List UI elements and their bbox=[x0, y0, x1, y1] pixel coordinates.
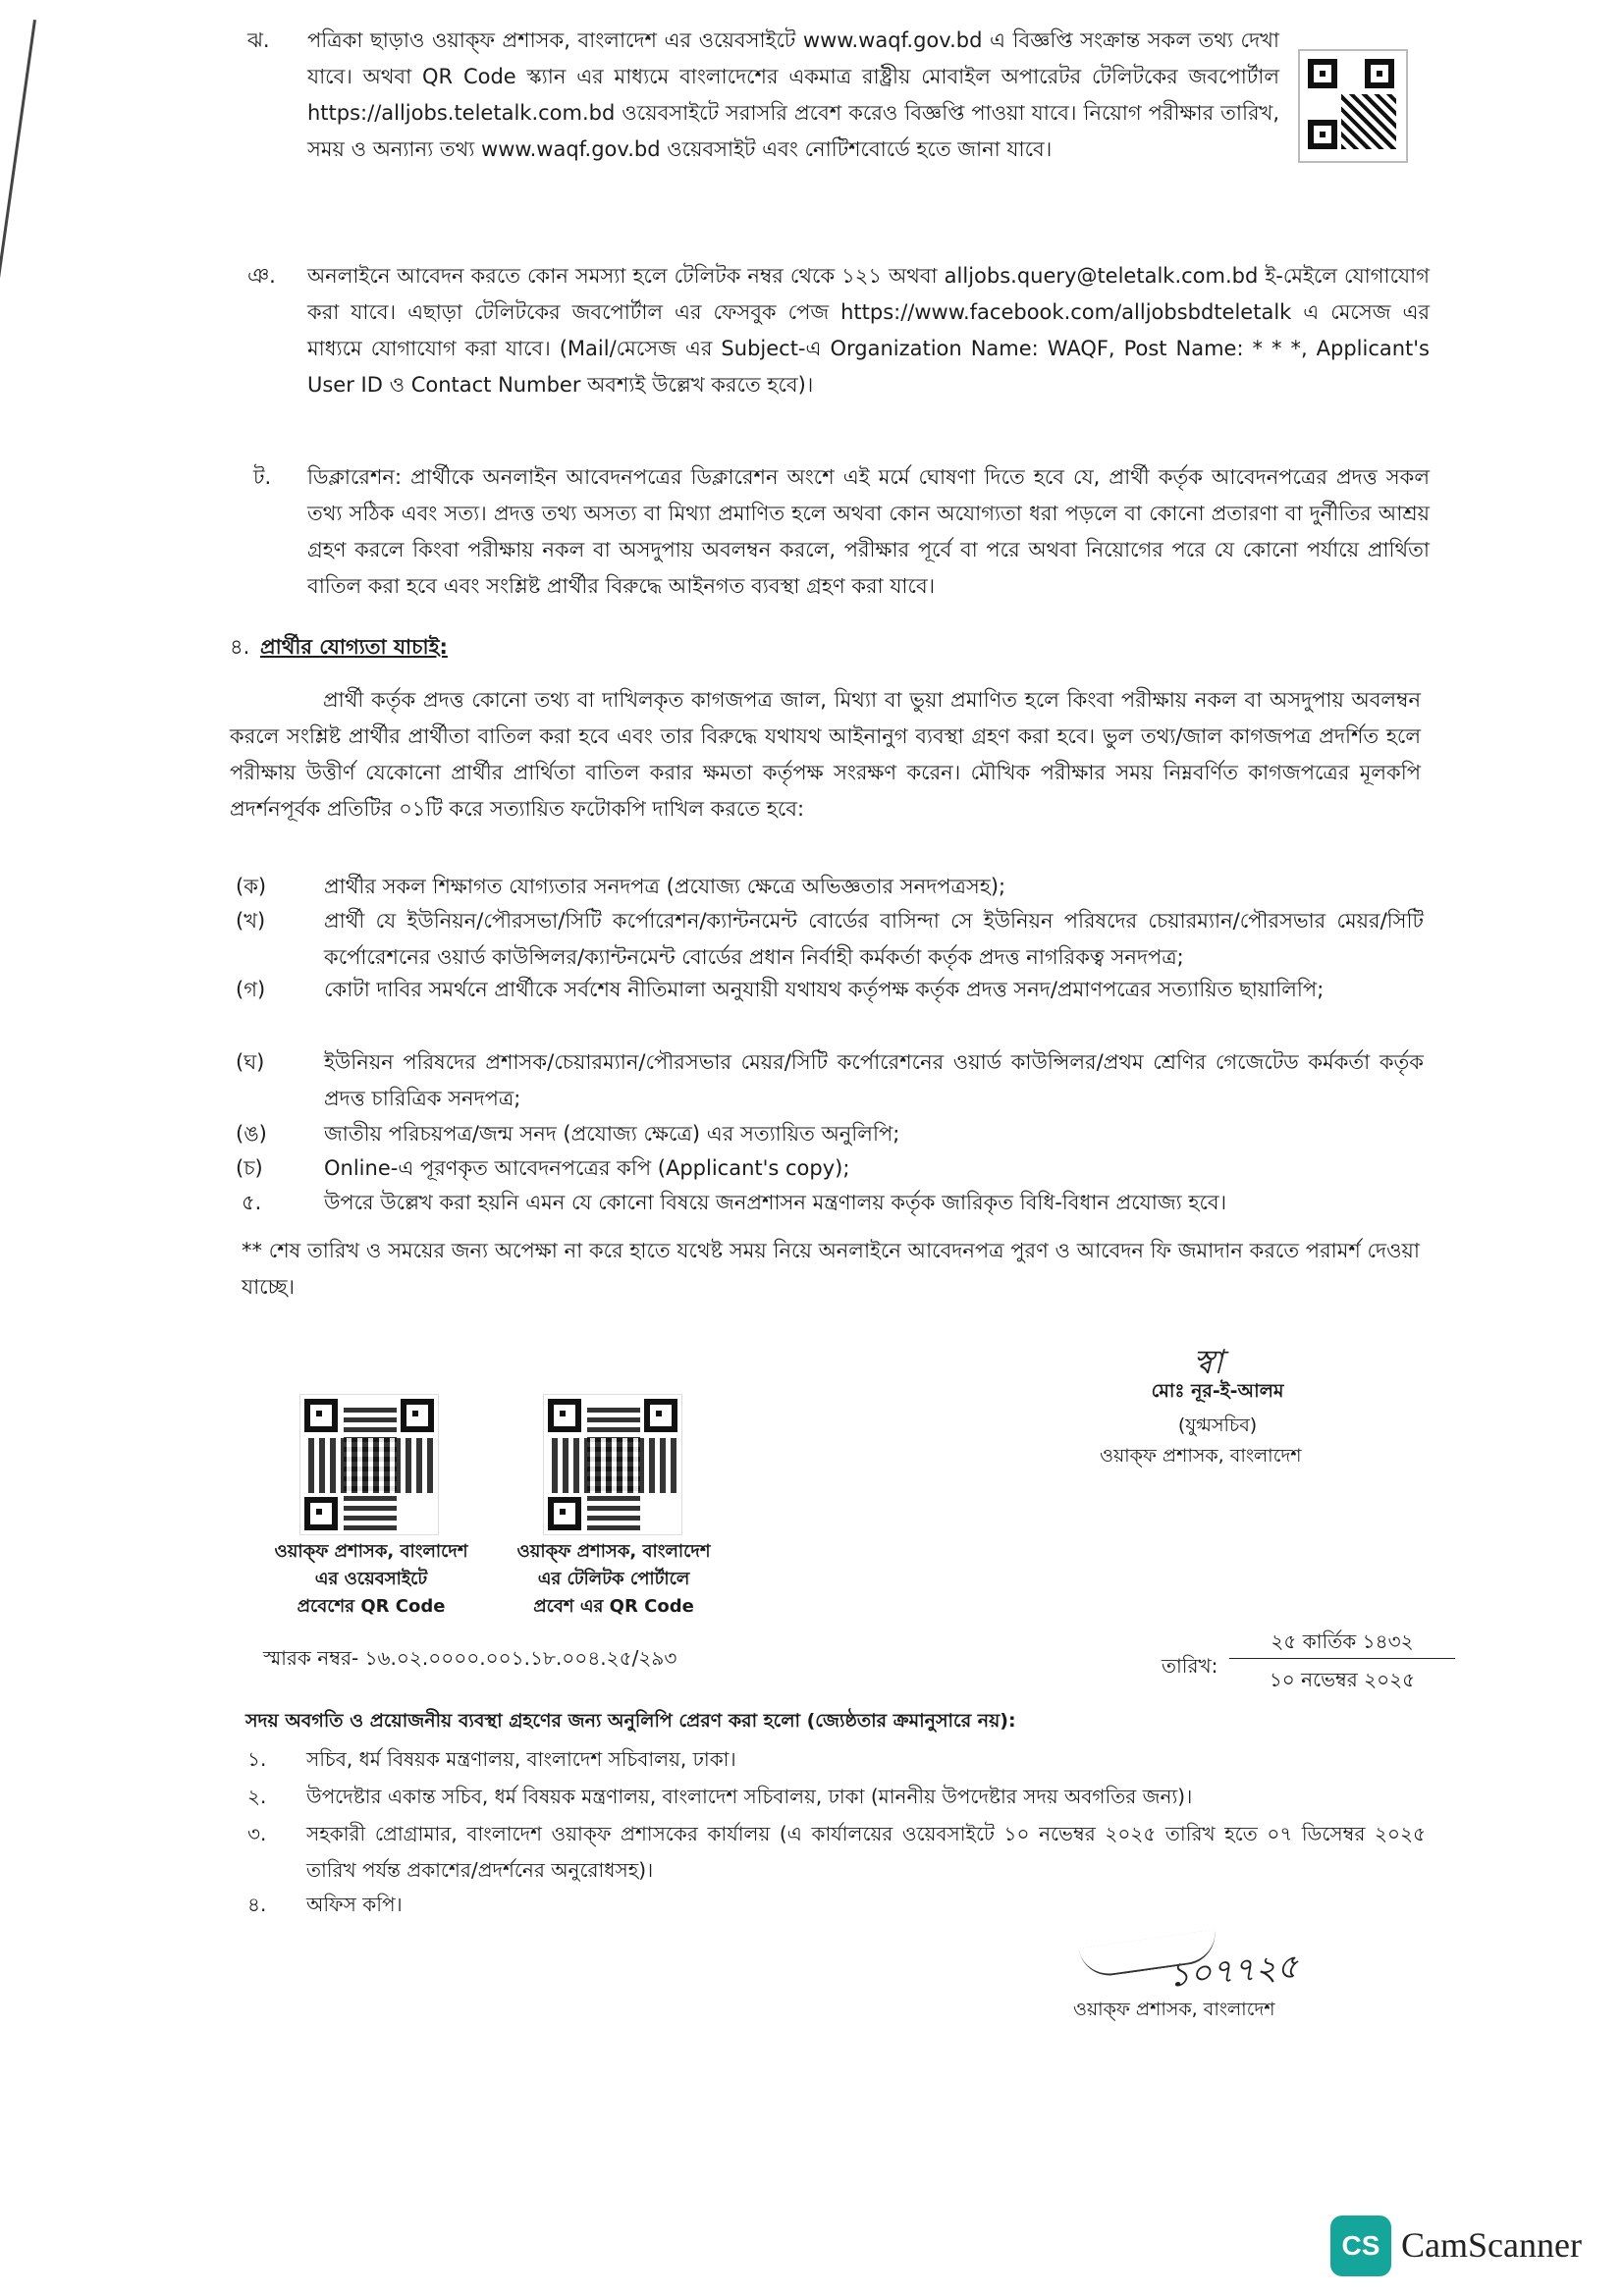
list-item-text: Online-এ পূরণকৃত আবেদনপত্রের কপি (Applicant's copy); bbox=[324, 1156, 850, 1180]
section-text: ডিক্লারেশন: প্রার্থীকে অনলাইন আবেদনপত্রের ডিক্লারেশন অংশে এই মর্মে ঘোষণা দিতে হবে যে, প্রার্থী কর্তৃক আবেদনপত্রের প্রদত্ত সকল তথ্য সঠিক এবং সত্য। প্রদত্ত তথ্য অসত্য বা মিথ্যা প্রমাণিত হলে অথবা কোন অযোগ্যতা ধরা পড়লে বা কোনো প্রতারণা বা দুর্নীতির আশ্রয় গ্রহণ করলে কিংবা পরীক্ষায় নকল বা অসদুপায় অবলম্বন করলে, পরীক্ষার পূর্বে বা পরে অথবা নিয়োগের পরে যে কোনো পর্যায়ে প্রার্থিতা বাতিল করা হবে এবং সংশ্লিষ্ট প্রার্থীর বিরুদ্ধে আইনগত ব্যবস্থা গ্রহণ করা যাবে। bbox=[307, 465, 1430, 598]
list-item-text: জাতীয় পরিচয়পত্র/জন্ম সনদ (প্রযোজ্য ক্ষেত্রে) এর সত্যায়িত অনুলিপি; bbox=[324, 1122, 900, 1146]
section-label: ঞ. bbox=[247, 264, 276, 288]
top-qr-code bbox=[1298, 49, 1408, 163]
teletalk-qr-code bbox=[543, 1394, 682, 1535]
advisory-note: ** শেষ তারিখ ও সময়ের জন্য অপেক্ষা না করে হাতে যথেষ্ট সময় নিয়ে অনলাইনে আবেদনপত্র পুরণ ও আবেদন ফি জমাদান করতে পরামর্শ দেওয়া যাচ্ছে। bbox=[242, 1239, 1420, 1299]
list-item-label: (ঘ) bbox=[236, 1050, 265, 1074]
signature-2: ১০৭৭২৫ bbox=[1166, 1947, 1300, 1996]
memo-reference: স্মারক নম্বর- ১৬.০২.০০০০.০০১.১৮.০০৪.২৫/২৯৩ bbox=[263, 1646, 677, 1670]
signatory-designation: (যুগ্মসচিব) bbox=[1177, 1415, 1258, 1436]
list-item-text: উপরে উল্লেখ করা হয়নি এমন যে কোনো বিষয়ে জনপ্রশাসন মন্ত্রণালয় কর্তৃক জারিকৃত বিধি-বিধান প্রযোজ্য হবে। bbox=[324, 1191, 1227, 1214]
date-label: তারিখ: bbox=[1162, 1654, 1218, 1678]
signatory2-office: ওয়াক্ফ প্রশাসক, বাংলাদেশ bbox=[1073, 1999, 1275, 2020]
qr-caption-line: প্রবেশের QR Code bbox=[297, 1596, 446, 1617]
copy-item-label: ৩. bbox=[247, 1822, 267, 1845]
list-item-text: ইউনিয়ন পরিষদের প্রশাসক/চেয়ারম্যান/পৌরসভার মেয়র/সিটি কর্পোরেশনের ওয়ার্ড কাউন্সিলর/প্রথম শ্রেণির গেজেটেড কর্মকর্তা কর্তৃক প্রদত্ত চারিত্রিক সনদপত্র; bbox=[324, 1050, 1424, 1110]
copy-heading: সদয় অবগতি ও প্রয়োজনীয় ব্যবস্থা গ্রহণের জন্য অনুলিপি প্রেরণ করা হলো (জ্যেষ্ঠতার ক্রমানুসারে নয়): bbox=[245, 1710, 1016, 1732]
copy-item-text: সচিব, ধর্ম বিষয়ক মন্ত্রণালয়, বাংলাদেশ সচিবালয়, ঢাকা। bbox=[306, 1747, 736, 1771]
list-item-text: কোটা দাবির সমর্থনে প্রার্থীকে সর্বশেষ নীতিমালা অনুযায়ী যথাযথ কর্তৃপক্ষ কর্তৃক প্রদত্ত সনদ/প্রমাণপত্রের সত্যায়িত ছায়ালিপি; bbox=[324, 978, 1325, 1001]
signatory-office: ওয়াক্ফ প্রশাসক, বাংলাদেশ bbox=[1100, 1445, 1302, 1467]
list-item-label: (খ) bbox=[236, 909, 266, 933]
qr-caption-line: এর ওয়েবসাইটে bbox=[314, 1569, 428, 1589]
margin-line bbox=[0, 20, 36, 662]
section-label: ঝ. bbox=[247, 28, 270, 52]
list-item-label: (ঙ) bbox=[236, 1122, 267, 1146]
copy-item-text: সহকারী প্রোগ্রামার, বাংলাদেশ ওয়াক্ফ প্রশাসকের কার্যালয় (এ কার্যালয়ের ওয়েবসাইটে ১০ নভেম্বর ২০২৫ তারিখ হতে ০৭ ডিসেম্বর ২০২৫ তারিখ পর্যন্ত প্রকাশের/প্রদর্শনের অনুরোধসহ)। bbox=[306, 1822, 1426, 1882]
qr-caption-line: ওয়াক্ফ প্রশাসক, বাংলাদেশ bbox=[274, 1541, 468, 1562]
signatory-name: মোঃ নূর-ই-আলম bbox=[1151, 1380, 1284, 1402]
list-item-label: (গ) bbox=[236, 978, 266, 1001]
copy-item-text: অফিস কপি। bbox=[306, 1893, 403, 1916]
list-item-label: (ক) bbox=[236, 875, 267, 898]
list-item-label: (চ) bbox=[236, 1156, 263, 1180]
section-text: অনলাইনে আবেদন করতে কোন সমস্যা হলে টেলিটক নম্বর থেকে ১২১ অথবা alljobs.query@teletalk.com.bd ই-মেইলে যোগাযোগ করা যাবে। এছাড়া টেলিটকের জবপোর্টাল এর ফেসবুক পেজ https://www.facebook.com/alljobsbdteletalk এ মেসেজ এর মাধ্যমে যোগাযোগ করা যাবে। (Mail/মেসেজ এর Subject-এ Organization Name: WAQF, Post Name: * * *, Applicant's User ID ও Contact Number অবশ্যই উল্লেখ করতে হবে)। bbox=[307, 264, 1430, 397]
date-bangla: ২৫ কার্তিক ১৪৩২ bbox=[1229, 1625, 1455, 1659]
list-item-text: প্রার্থী যে ইউনিয়ন/পৌরসভা/সিটি কর্পোরেশন/ক্যান্টনমেন্ট বোর্ডের বাসিন্দা সে ইউনিয়ন পরিষদের চেয়ারম্যান/পৌরসভার মেয়র/সিটি কর্পোরেশনের ওয়ার্ড কাউন্সিলর/ক্যান্টনমেন্ট বোর্ডের প্রধান নির্বাহী কর্মকর্তা কর্তৃক প্রদত্ত নাগরিকত্ব সনদপত্র; bbox=[324, 909, 1424, 969]
section-number: ৪. bbox=[230, 635, 250, 659]
camscanner-label: CamScanner bbox=[1401, 2225, 1582, 2265]
section-text: পত্রিকা ছাড়াও ওয়াক্ফ প্রশাসক, বাংলাদেশ এর ওয়েবসাইটে www.waqf.gov.bd এ বিজ্ঞপ্তি সংক্রান্ত সকল তথ্য দেখা যাবে। অথবা QR Code স্ক্যান এর মাধ্যমে বাংলাদেশের একমাত্র রাষ্ট্রীয় মোবাইল অপারেটর টেলিটকের জবপোর্টাল https://alljobs.teletalk.com.bd ওয়েবসাইটে সরাসরি প্রবেশ করেও বিজ্ঞপ্তি পাওয়া যাবে। নিয়োগ পরীক্ষার তারিখ, সময় ও অন্যান্য তথ্য www.waqf.gov.bd ওয়েবসাইট এবং নোটিশবোর্ডে হতে জানা যাবে। bbox=[307, 28, 1279, 161]
qr-caption-line: প্রবেশ এর QR Code bbox=[533, 1596, 694, 1617]
copy-item-label: ২. bbox=[247, 1785, 267, 1808]
section-label: ট. bbox=[253, 465, 272, 489]
copy-item-label: ৪. bbox=[247, 1893, 267, 1916]
copy-item-label: ১. bbox=[247, 1747, 267, 1771]
camscanner-logo-icon: CS bbox=[1330, 2216, 1391, 2276]
section-heading: প্রার্থীর যোগ্যতা যাচাই: bbox=[260, 635, 448, 659]
date-english: ১০ নভেম্বর ২০২৫ bbox=[1269, 1668, 1416, 1691]
qr-caption-line: এর টেলিটক পোর্টালে bbox=[537, 1569, 690, 1589]
section-paragraph: প্রার্থী কর্তৃক প্রদত্ত কোনো তথ্য বা দাখিলকৃত কাগজপত্র জাল, মিথ্যা বা ভুয়া প্রমাণিত হলে কিংবা পরীক্ষায় নকল বা অসদুপায় অবলম্বন করলে সংশ্লিষ্ট প্রার্থীর প্রার্থীতা বাতিল করা হবে এবং তার বিরুদ্ধে যথাযথ আইনানুগ ব্যবস্থা গ্রহণ করা হবে। ভুল তথ্য/জাল কাগজপত্র প্রদর্শিত হলে পরীক্ষায় উত্তীর্ণ যেকোনো প্রার্থীর প্রার্থিতা বাতিল করার ক্ষমতা কর্তৃপক্ষ সংরক্ষণ করেন। মৌখিক পরীক্ষার সময় নিম্নবর্ণিত কাগজপত্রের মূলকপি প্রদর্শনপূর্বক প্রতিটির ০১টি করে সত্যায়িত ফটোকপি দাখিল করতে হবে: bbox=[230, 688, 1421, 821]
list-item-label: ৫. bbox=[242, 1191, 262, 1214]
copy-item-text: উপদেষ্টার একান্ত সচিব, ধর্ম বিষয়ক মন্ত্রণালয়, বাংলাদেশ সচিবালয়, ঢাকা (মাননীয় উপদেষ্টার সদয় অবগতির জন্য)। bbox=[306, 1785, 1193, 1808]
qr-caption-line: ওয়াক্ফ প্রশাসক, বাংলাদেশ bbox=[516, 1541, 711, 1562]
website-qr-code bbox=[299, 1394, 439, 1535]
list-item-text: প্রার্থীর সকল শিক্ষাগত যোগ্যতার সনদপত্র (প্রযোজ্য ক্ষেত্রে অভিজ্ঞতার সনদপত্রসহ); bbox=[324, 875, 1006, 898]
signature: স্বা bbox=[1193, 1343, 1223, 1382]
